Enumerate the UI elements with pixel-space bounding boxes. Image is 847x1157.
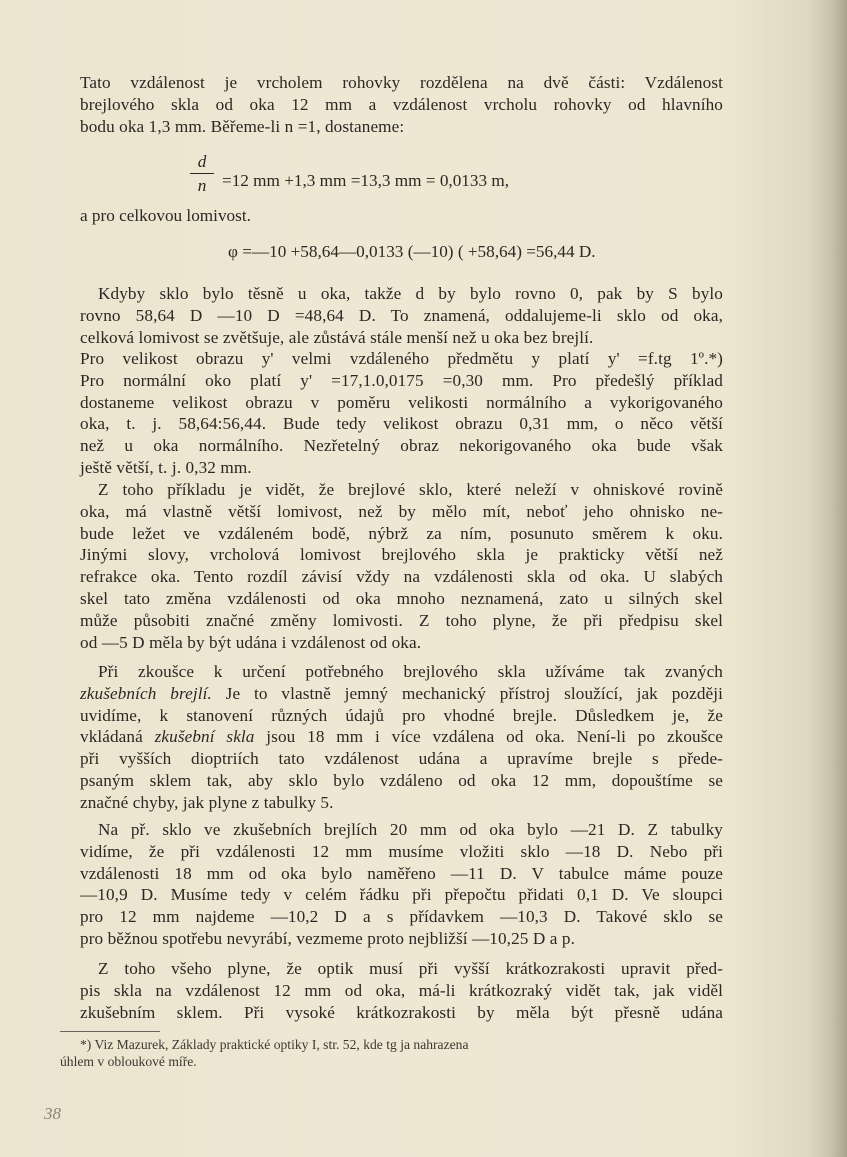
emphasis-text: zkušebních brejlí.	[80, 683, 212, 703]
text-line: od —5 D měla by být udána i vzdálenost od oka.	[80, 632, 422, 652]
paragraph-4	[80, 661, 723, 814]
text-line: značné chyby, jak plyne z tabulky 5.	[80, 792, 334, 812]
paragraph-2	[80, 348, 723, 479]
text-line: Z toho všeho plyne, že optik musí při vyšší krátkozrakosti upravit před-	[98, 959, 723, 978]
fraction-d-over-n	[190, 153, 214, 195]
text-line: zkušebním sklem. Při vysoké krátkozrakosti by měla být přesně udána	[80, 1002, 723, 1022]
text-line: Jinými slovy, vrcholová lomivost brejlového skla je prakticky větší než	[80, 545, 723, 565]
paragraph-1	[80, 283, 723, 348]
footnote-rule	[60, 1031, 160, 1032]
text-line: při vyšších dioptriích tato vzdálenost udána a upravíme brejle s přede-	[80, 749, 723, 769]
text-line: bodu oka 1,3 mm. Běřeme-li n =1, dostaneme:	[80, 116, 405, 136]
footnote	[60, 1036, 725, 1070]
fraction-denominator: n	[197, 176, 207, 195]
emphasis-text: zkušební skla	[154, 727, 255, 747]
text-line: brejlového skla od oka 12 mm a vzdálenost vrcholu rohovky od hlavního	[80, 94, 723, 114]
text-line: Na př. sklo ve zkušebních brejlích 20 mm od oka bylo —21 D. Z tabulky	[98, 820, 723, 839]
text-line: než u oka normálního. Nezřetelný obraz nekorigovaného oka bude však	[80, 436, 723, 456]
paragraph-3	[80, 479, 723, 653]
text-line: může působiti značné změny lomivosti. Z toho plyne, že při předpisu skel	[80, 610, 723, 630]
text-line: Pro normální oko platí y' =17,1.0,0175 =0,30 mm. Pro předešlý příklad	[80, 370, 723, 390]
text-line: oka, má vlastně větší lomivost, než by mělo mít, neboť jeho ohnisko ne-	[80, 501, 723, 521]
text-line: uvidíme, k stanovení různých údajů pro vhodné brejle. Důsledkem je, že	[80, 705, 723, 725]
text-line: Pro velikost obrazu y' velmi vzdáleného předmětu y platí y' =f.tg 1º.*)	[80, 349, 723, 368]
formula-total-power: φ =—10 +58,64—0,0133 (—10) ( +58,64) =56,44 D.	[228, 242, 596, 261]
text-line: rovno 58,64 D —10 D =48,64 D. To znamená, oddalujeme-li sklo od oka,	[80, 305, 723, 325]
text-line: pis skla na vzdálenost 12 mm od oka, má-li krátkozraký vidět tak, jak viděl	[80, 980, 723, 1000]
text-line: pro běžnou spotřebu nevyrábí, vezmeme proto nejbližší —10,25 D a p.	[80, 928, 575, 948]
footnote-line: *) Viz Mazurek, Základy praktické optiky I, str. 52, kde tg ja nahrazena	[80, 1037, 469, 1052]
text-line: vkládaná zkušební skla jsou 18 mm i více vzdálena od oka. Není-li po zkoušce	[80, 727, 723, 747]
text-line: pro 12 mm najdeme —10,2 D a s přídavkem —10,3 D. Takové sklo se	[80, 907, 723, 927]
text-line: Kdyby sklo bylo těsně u oka, takže d by bylo rovno 0, pak by S bylo	[98, 284, 723, 303]
text-line: dostaneme velikost obrazu v poměru velikosti normálního a vykorigovaného	[80, 392, 723, 412]
text-line: Z toho příkladu je vidět, že brejlové sklo, které neleží v ohniskové rovině	[98, 480, 723, 499]
intro-paragraph	[80, 72, 723, 137]
footnote-line: úhlem v obloukové míře.	[60, 1054, 197, 1069]
text-line: celková lomivost se zvětšuje, ale zůstává stále menší než u oka bez brejlí.	[80, 327, 594, 347]
text-line: oka, t. j. 58,64:56,44. Bude tedy velikost obrazu 0,31 mm, o něco větší	[80, 414, 723, 434]
formula-distance: =12 mm +1,3 mm =13,3 mm = 0,0133 m,	[222, 171, 510, 190]
text-line: Tato vzdálenost je vrcholem rohovky rozdělena na dvě části: Vzdálenost	[80, 73, 723, 92]
text-line: psaným sklem tak, aby sklo bylo vzdáleno od oka 12 mm, dopouštíme se	[80, 770, 723, 790]
text-line: Při zkoušce k určení potřebného brejlového skla užíváme tak zvaných	[98, 662, 723, 681]
page-edge-shadow	[807, 0, 847, 1157]
text-line: vidíme, že při vzdálenosti 12 mm musíme vložiti sklo —18 D. Nebo při	[80, 841, 723, 861]
text-line: —10,9 D. Musíme tedy v celém řádku při přepočtu přidati 0,1 D. Ve sloupci	[80, 885, 723, 905]
text-line: skel tato změna vzdálenosti od oka mnoho neznamená, zato u silných skel	[80, 588, 723, 608]
text-line: ještě větší, t. j. 0,32 mm.	[80, 457, 252, 477]
text-line: zkušebních brejlí. Je to vlastně jemný mechanický přístroj sloužící, jak později	[80, 683, 723, 703]
text-line: vzdálenosti 18 mm od oka bylo naměřeno —11 D. V tabulce máme pouze	[80, 863, 723, 883]
text-line: bude ležet ve vzdáleném bodě, nýbrž za ním, posunuto směrem k oku.	[80, 523, 723, 543]
formula-intro-text: a pro celkovou lomivost.	[80, 206, 251, 225]
paragraph-6	[80, 958, 723, 1023]
paragraph-5	[80, 819, 723, 950]
page-number: 38	[44, 1104, 61, 1123]
text-line: refrakce oka. Tento rozdíl závisí vždy na vzdálenosti skla od oka. U slabých	[80, 567, 723, 587]
fraction-numerator: d	[197, 152, 207, 171]
fraction-bar	[190, 173, 214, 174]
